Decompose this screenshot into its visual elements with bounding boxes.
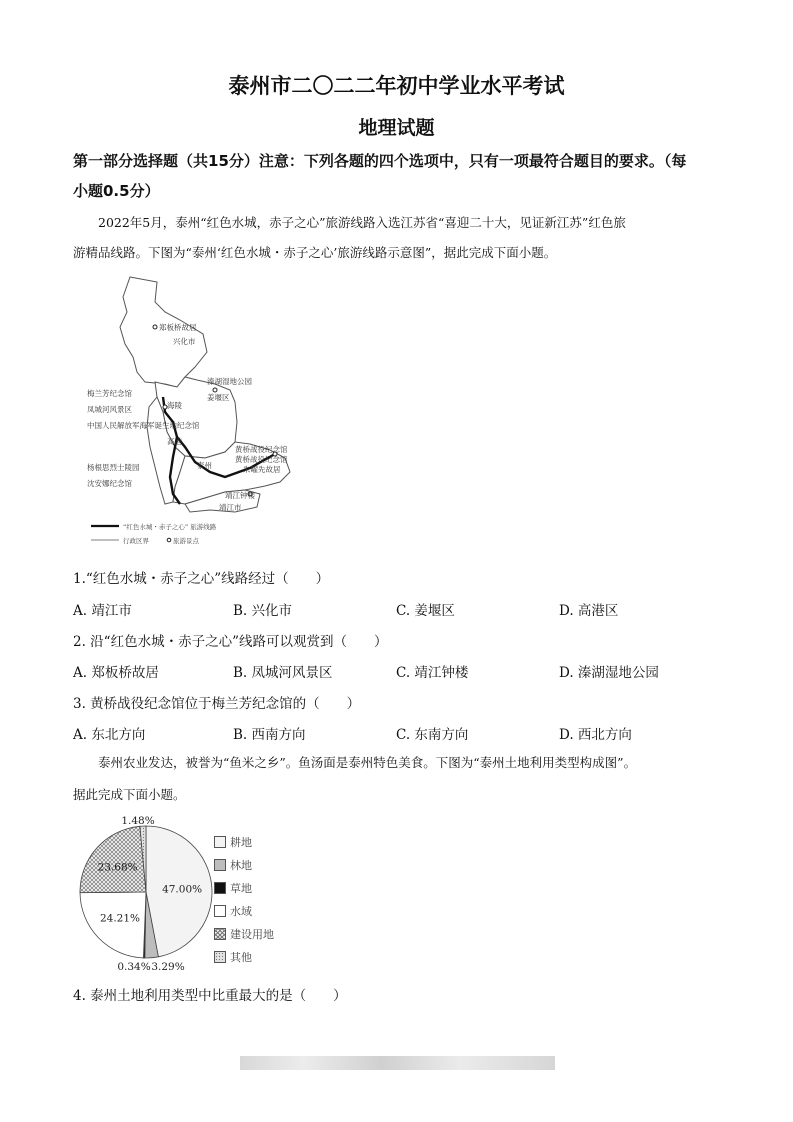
question-4-stem: 4. 泰州土地利用类型中比重最大的是（ ） xyxy=(73,988,347,1004)
pie-slice-3 xyxy=(80,892,146,958)
intro1-line1: 2022年5月，泰州“红色水城，赤子之心”旅游线路入选江苏省“喜迎二十大，见证新江苏”红色旅 xyxy=(98,215,626,230)
label-zhonglou: 靖江钟楼 xyxy=(225,491,255,500)
legend-swatch xyxy=(214,836,226,848)
label-taizhou: 泰州 xyxy=(197,461,212,470)
q1-option-b[interactable]: B. 兴化市 xyxy=(233,603,293,619)
pie-slice-label-3: 24.21% xyxy=(99,912,141,925)
legend-label: 水域 xyxy=(230,904,252,918)
label-qinhu: 溱湖湿地公园 xyxy=(207,377,252,386)
section-heading-line2: 小题0.5分） xyxy=(73,182,160,200)
land-use-pie-chart xyxy=(76,812,316,970)
legend-swatch xyxy=(214,882,226,894)
pie-slice-label-5: 1.48% xyxy=(121,815,155,827)
legend-swatch xyxy=(214,951,226,963)
label-zhengbanqiao: 郑板桥故居 xyxy=(159,323,197,332)
label-xinghua: 兴化市 xyxy=(173,337,196,346)
question-1-stem: 1.“红色水城・赤子之心”线路经过（ ） xyxy=(73,571,330,587)
label-huangqiao: 黄桥战役纪念馆 xyxy=(235,445,288,454)
label-gaogang: 高港 xyxy=(167,437,182,446)
label-yanggensi: 杨根思烈士陵园 xyxy=(87,463,140,472)
label-fengcheng: 凤城河风景区 xyxy=(87,405,132,414)
label-shen: 沈安娜纪念馆 xyxy=(87,479,132,488)
sight-point xyxy=(153,325,157,329)
pie-slice-4 xyxy=(80,826,146,892)
q2-option-c[interactable]: C. 靖江钟楼 xyxy=(396,665,469,681)
legend-grassland xyxy=(214,876,274,899)
pie-slice-label-1: 3.29% xyxy=(151,961,185,970)
q1-option-c[interactable]: C. 姜堰区 xyxy=(396,603,455,619)
label-navy: 中国人民解放军海军诞生地纪念馆 xyxy=(87,421,200,430)
intro2-line1: 泰州农业发达，被誉为“鱼米之乡”。鱼汤面是泰州特色美食。下图为“泰州土地利用类型构成图”。 xyxy=(98,755,637,770)
legend-label: 林地 xyxy=(230,858,252,872)
pie-slice-label-4: 23.68% xyxy=(97,861,138,874)
pie-legend xyxy=(214,830,274,968)
q1-option-a[interactable]: A. 靖江市 xyxy=(73,603,132,619)
q2-option-b[interactable]: B. 凤城河风景区 xyxy=(233,665,333,681)
q3-option-b[interactable]: B. 西南方向 xyxy=(233,727,306,743)
legend-label: 草地 xyxy=(230,881,252,895)
exam-subtitle: 地理试题 xyxy=(358,117,435,139)
intro2-line2: 据此完成下面小题。 xyxy=(73,787,186,802)
q1-option-d[interactable]: D. 高港区 xyxy=(559,603,619,619)
route-map-svg xyxy=(85,272,315,550)
label-zhuguang: 朱曜先故居 xyxy=(243,465,281,474)
legend-other xyxy=(214,945,274,968)
q2-option-a[interactable]: A. 郑板桥故居 xyxy=(73,665,159,681)
intro1-line2: 游精品线路。下图为“泰州‘红色水城・赤子之心’旅游线路示意图”，据此完成下面小题。 xyxy=(73,245,557,260)
legend-label: 耕地 xyxy=(230,835,252,849)
route-map xyxy=(85,272,315,550)
legend-construction xyxy=(214,922,274,945)
label-meilanfang: 梅兰芳纪念馆 xyxy=(87,389,132,398)
exam-title: 泰州市二〇二二年初中学业水平考试 xyxy=(228,74,565,98)
pie-slice-label-2: 0.34% xyxy=(117,961,151,970)
legend-label: 建设用地 xyxy=(230,927,274,941)
legend-boundary-label: 行政区界 xyxy=(123,537,149,545)
xinghua-region xyxy=(120,277,207,387)
legend-sight-label: 旅游景点 xyxy=(173,537,199,545)
legend-route-label: “红色水城・赤子之心” 旅游线路 xyxy=(123,523,217,531)
q3-option-c[interactable]: C. 东南方向 xyxy=(396,727,469,743)
legend-swatch xyxy=(214,928,226,940)
legend-label: 其他 xyxy=(230,950,252,964)
legend-water xyxy=(214,899,274,922)
footer-watermark xyxy=(240,1056,555,1070)
legend-forest xyxy=(214,853,274,876)
label-jingjiang: 靖江市 xyxy=(219,503,242,512)
sight-point xyxy=(213,388,217,392)
q3-option-a[interactable]: A. 东北方向 xyxy=(73,727,146,743)
section-heading-line1: 第一部分选择题（共15分）注意：下列各题的四个选项中，只有一项最符合题目的要求。（每 xyxy=(73,152,687,170)
label-huangqiao2: 黄桥战役纪念馆 xyxy=(235,455,288,464)
q3-option-d[interactable]: D. 西北方向 xyxy=(559,727,632,743)
legend-swatch xyxy=(214,859,226,871)
pie-slice-label-0: 47.00% xyxy=(162,883,203,896)
label-jiangyan: 姜堰区 xyxy=(207,393,230,402)
pie-svg xyxy=(76,812,216,970)
legend-farmland xyxy=(214,830,274,853)
q2-option-d[interactable]: D. 溱湖湿地公园 xyxy=(559,665,659,681)
legend-swatch xyxy=(214,905,226,917)
question-3-stem: 3. 黄桥战役纪念馆位于梅兰芳纪念馆的（ ） xyxy=(73,696,361,712)
question-2-stem: 2. 沿“红色水城・赤子之心”线路可以观赏到（ ） xyxy=(73,634,388,650)
legend-sight-swatch xyxy=(167,538,171,542)
label-hailing: 海陵 xyxy=(167,401,182,410)
